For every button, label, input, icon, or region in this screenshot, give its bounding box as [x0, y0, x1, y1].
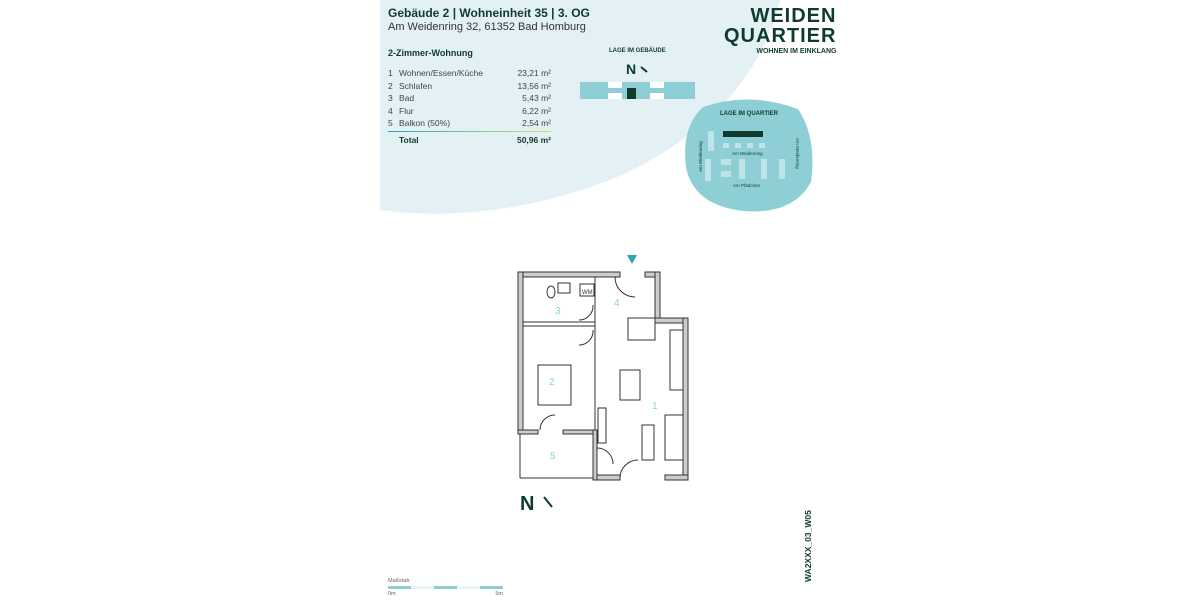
floor-plan — [500, 250, 700, 520]
room-number: 4 — [614, 298, 620, 309]
room-number: 3 — [555, 306, 561, 317]
address: Am Weidenring 32, 61352 Bad Homburg — [388, 21, 586, 33]
plan-code: WA2XXX_03_W05 — [803, 510, 813, 582]
street-label: Am Weidenring — [795, 138, 800, 169]
logo-tagline: WOHNEN IM EINKLANG — [756, 48, 837, 55]
scale-start: 0m — [388, 591, 396, 597]
room-number: 4 — [388, 105, 393, 116]
room-name: Wohnen/Essen/Küche — [399, 68, 483, 79]
scale-graphic — [388, 586, 503, 589]
room-area: 2,54 m² — [522, 118, 551, 129]
room-number: 5 — [550, 451, 556, 462]
unit-marker — [627, 88, 636, 99]
building-map-title: LAGE IM GEBÄUDE — [609, 48, 666, 54]
room-number: 3 — [388, 93, 393, 104]
street-label: Am Pfädchen — [733, 183, 761, 188]
street-label: Am Weidenring — [698, 141, 703, 172]
room-name: Flur — [399, 105, 414, 116]
building-map — [580, 62, 695, 104]
room-number: 1 — [388, 68, 393, 79]
room-row — [388, 92, 551, 105]
room-number: 1 — [652, 401, 658, 412]
total-row — [388, 134, 551, 147]
page-title: Gebäude 2 | Wohneinheit 35 | 3. OG — [388, 6, 590, 20]
room-number: 5 — [388, 118, 393, 129]
room-name: Bad — [399, 93, 415, 104]
total-area: 50,96 m² — [516, 135, 551, 146]
north-arrow-icon — [544, 497, 552, 507]
logo-line1: WEIDEN — [750, 5, 837, 27]
room-area: 6,22 m² — [522, 105, 551, 116]
area-table — [388, 67, 551, 147]
scale-label: Maßstab — [388, 578, 410, 584]
room-row — [388, 67, 551, 80]
quarter-map-title: LAGE IM QUARTIER — [720, 111, 778, 117]
north-label: N — [626, 61, 637, 77]
washing-machine-label: WM — [582, 290, 593, 296]
plan-north-label: N — [520, 493, 535, 515]
room-row — [388, 80, 551, 93]
logo — [724, 6, 836, 55]
scale-end: 5m — [495, 591, 503, 597]
logo-line2: QUARTIER — [724, 25, 837, 47]
room-name: Balkon (50%) — [399, 118, 451, 129]
room-row — [388, 105, 551, 118]
total-label: Total — [399, 135, 419, 146]
room-area: 5,43 m² — [522, 93, 551, 104]
scale-bar — [388, 578, 503, 597]
room-area: 23,21 m² — [517, 68, 551, 79]
divider — [388, 131, 551, 133]
entrance-marker-icon — [627, 255, 637, 264]
room-number: 2 — [549, 377, 555, 388]
room-name: Schlafen — [399, 80, 433, 91]
room-row — [388, 117, 551, 130]
room-number: 2 — [388, 80, 393, 91]
street-label: Am Weidenring — [732, 151, 763, 156]
room-area: 13,56 m² — [517, 80, 551, 91]
unit-type: 2-Zimmer-Wohnung — [388, 48, 473, 58]
north-arrow-icon — [641, 67, 647, 72]
